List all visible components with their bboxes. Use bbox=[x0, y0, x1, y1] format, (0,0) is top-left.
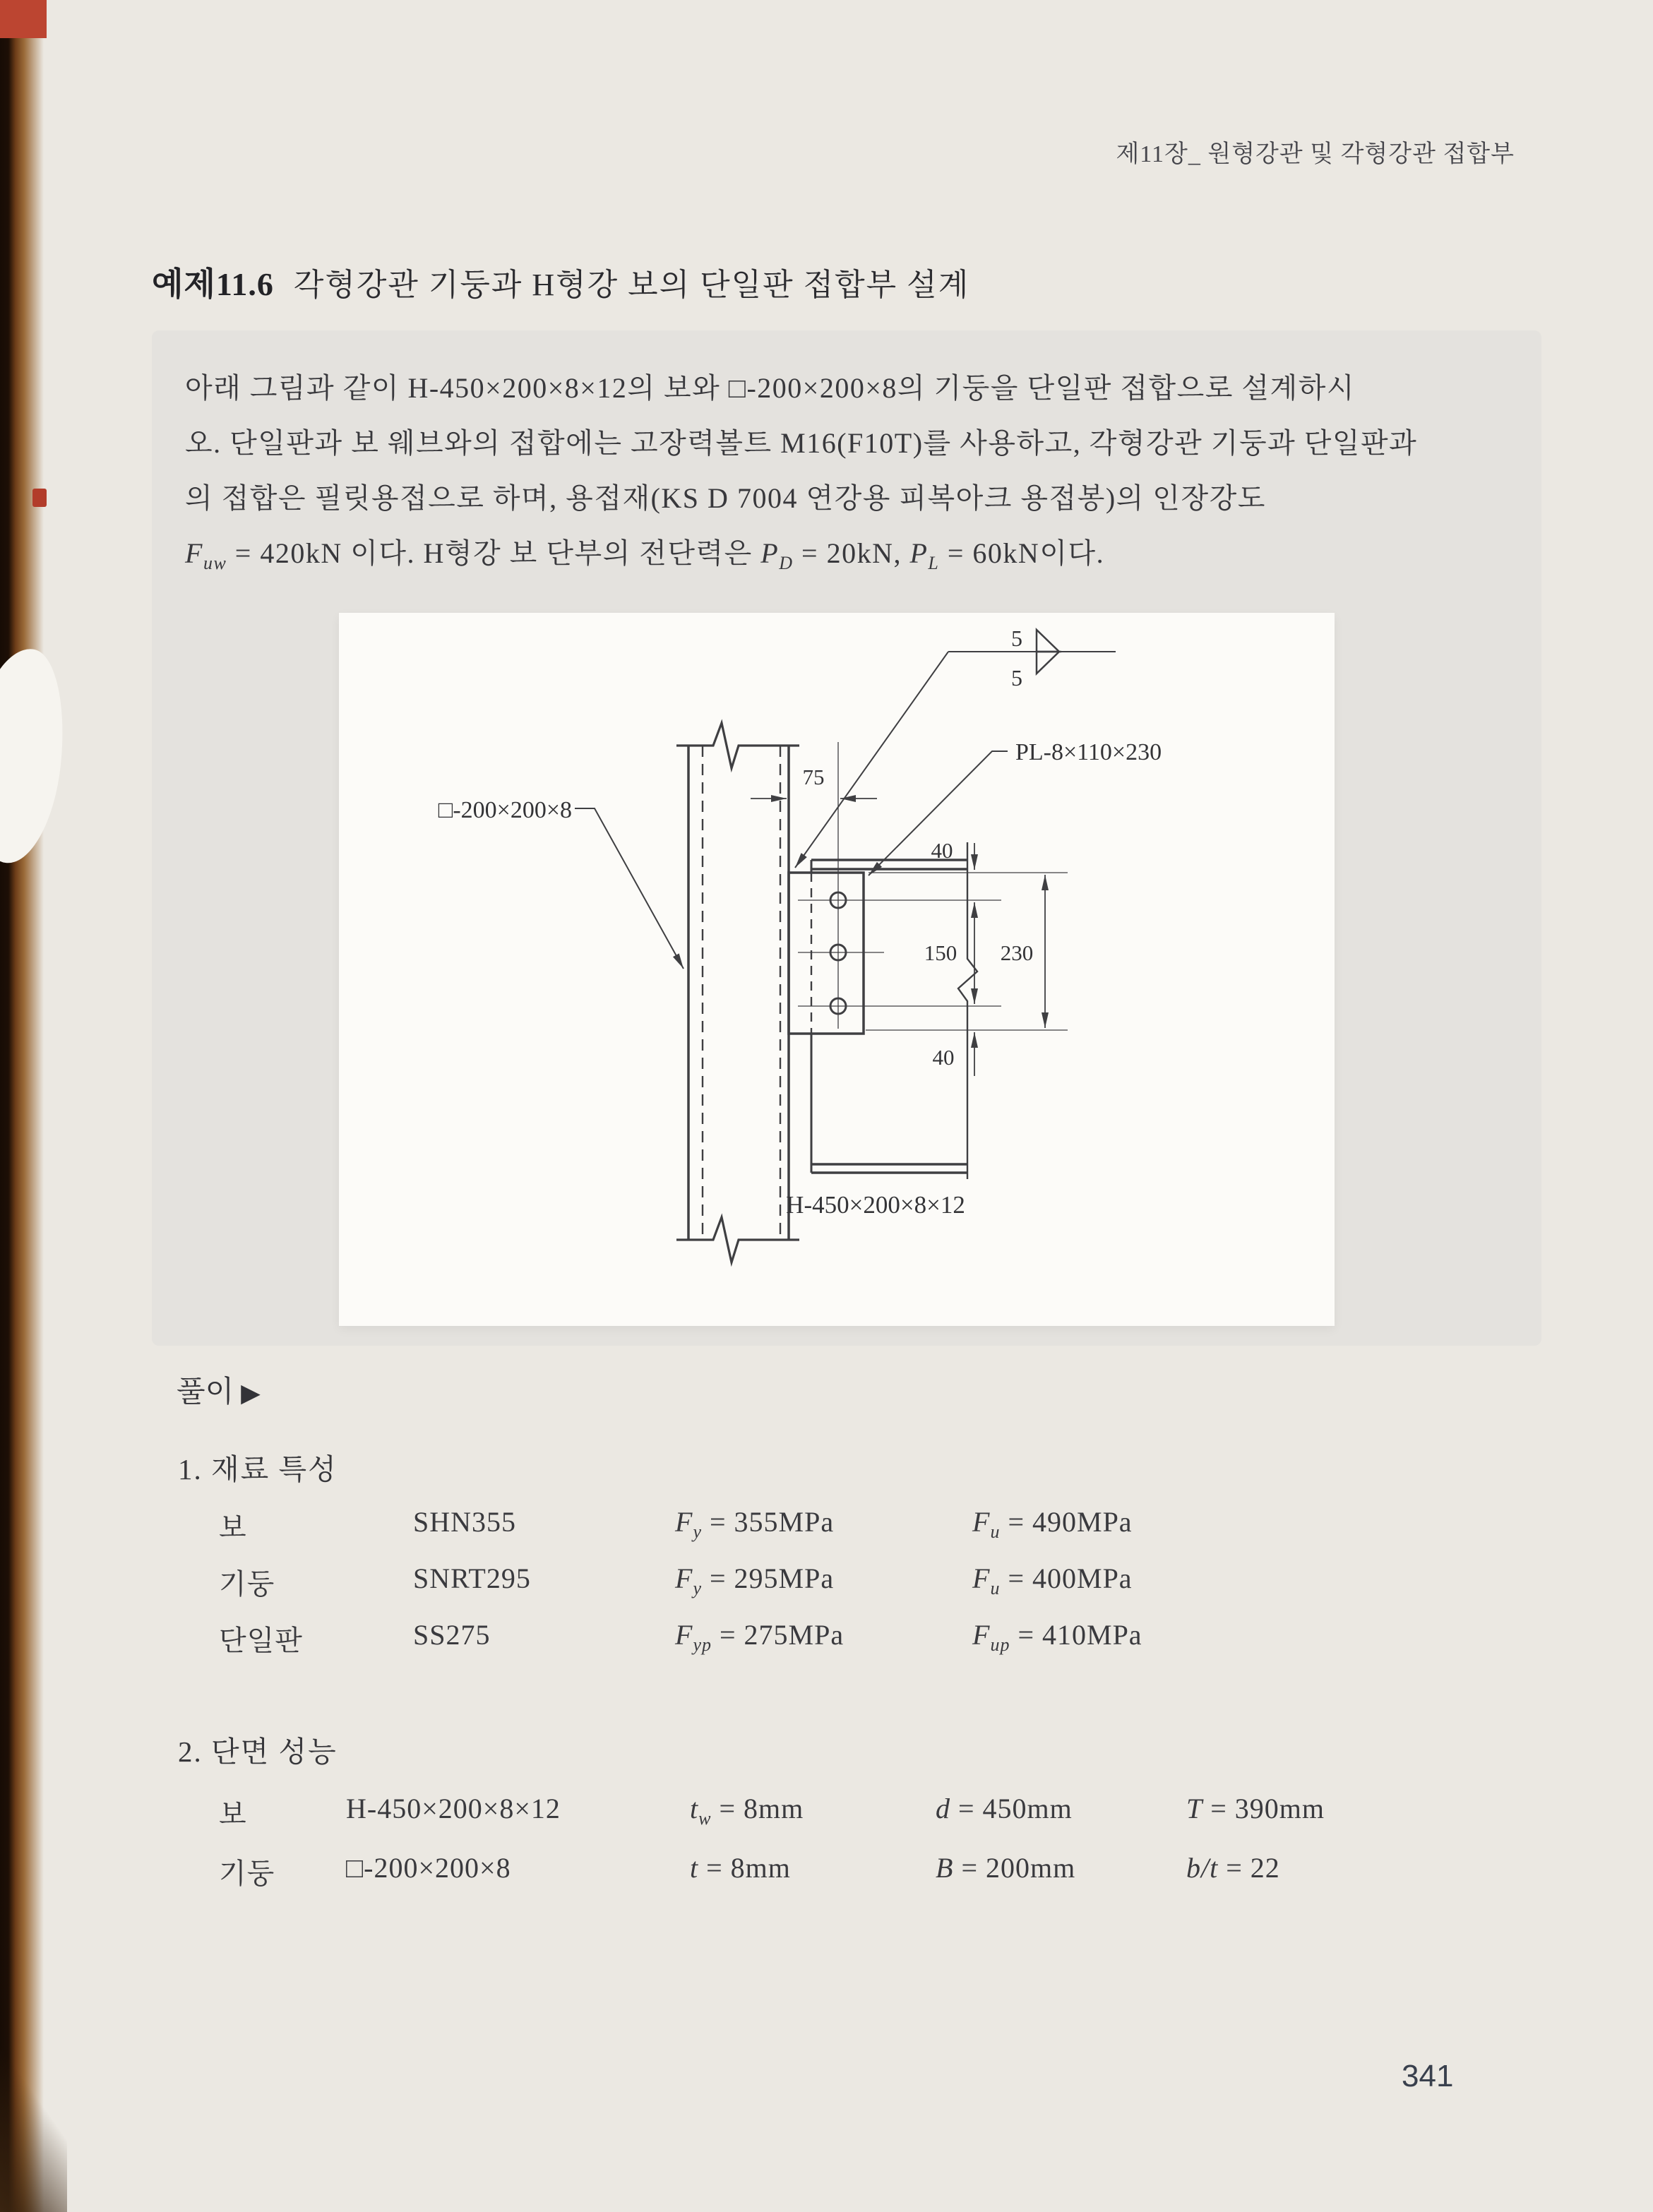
column-label-leader bbox=[575, 808, 684, 969]
fy-var: F bbox=[675, 1562, 693, 1594]
member-prop-2 bbox=[936, 1851, 1075, 1889]
var-PL-sub: L bbox=[928, 553, 940, 573]
problem-line-4-seg1: = 420kN 이다. H형강 보 단부의 전단력은 bbox=[227, 537, 761, 569]
prop-var: d bbox=[936, 1793, 950, 1824]
fu-sub: u bbox=[990, 1522, 1001, 1542]
material-fu bbox=[972, 1618, 1142, 1656]
problem-line-1: 아래 그림과 같이 H-450×200×8×12의 보와 □-200×200×8의 기둥을 단일판 접합으로 설계하시 bbox=[185, 372, 1355, 404]
prop-value: = 390mm bbox=[1203, 1793, 1325, 1824]
problem-line-4 bbox=[185, 534, 1523, 583]
fy-sub: y bbox=[693, 1578, 702, 1598]
var-Fuw: F bbox=[185, 537, 203, 569]
column-top-break bbox=[676, 723, 799, 768]
column-outline bbox=[676, 723, 799, 1262]
member-item: 보 bbox=[219, 1798, 247, 1830]
book-spine-shadow bbox=[0, 0, 44, 2212]
prop-var: t bbox=[690, 1793, 699, 1824]
weld-leader bbox=[795, 652, 948, 868]
member-prop-1 bbox=[690, 1792, 804, 1829]
plate-label: PL-8×110×230 bbox=[1015, 739, 1162, 765]
fu-value: = 410MPa bbox=[1010, 1619, 1142, 1651]
weld-size-bottom-label: 5 bbox=[1011, 665, 1022, 690]
var-PD-sub: D bbox=[779, 553, 794, 573]
problem-line-4-seg2: = 20kN, bbox=[793, 537, 910, 569]
fy-value: = 355MPa bbox=[701, 1506, 835, 1538]
prop-value: = 8mm bbox=[711, 1793, 804, 1824]
member-prop-2 bbox=[936, 1792, 1073, 1829]
bottom-left-shadow bbox=[0, 2050, 67, 2212]
page-number: 341 bbox=[1402, 2059, 1454, 2093]
fy-value: = 295MPa bbox=[701, 1562, 835, 1594]
member-prop-3 bbox=[1186, 1792, 1325, 1829]
fy-var: F bbox=[675, 1619, 693, 1651]
red-edge-mark bbox=[32, 489, 47, 507]
cover-corner bbox=[0, 0, 47, 38]
section2-title: 2. 단면 성능 bbox=[178, 1735, 338, 1768]
problem-line-2: 오. 단일판과 보 웨브와의 접합에는 고장력볼트 M16(F10T)를 사용하고, 각형강관 기둥과 단일판과 bbox=[185, 427, 1418, 459]
prop-var: t bbox=[690, 1852, 699, 1884]
dim-150-label: 150 bbox=[924, 940, 957, 965]
material-item: 보 bbox=[219, 1512, 247, 1543]
fy-var: F bbox=[675, 1506, 693, 1538]
fu-var: F bbox=[972, 1619, 991, 1651]
fillet-weld-triangle-top bbox=[1037, 630, 1059, 652]
example-title-line bbox=[152, 258, 969, 305]
material-grade: SHN355 bbox=[413, 1506, 517, 1538]
solution-label: 풀이 bbox=[177, 1376, 234, 1409]
prop-value: = 8mm bbox=[698, 1852, 791, 1884]
member-designation: □-200×200×8 bbox=[346, 1852, 511, 1884]
fy-sub: yp bbox=[693, 1634, 712, 1655]
example-number: 예제11.6 bbox=[152, 266, 274, 302]
material-item: 단일판 bbox=[219, 1625, 303, 1656]
beam-cut-break bbox=[958, 842, 977, 1179]
material-fu bbox=[972, 1505, 1133, 1543]
prop-value: = 450mm bbox=[950, 1793, 1073, 1824]
member-designation: H-450×200×8×12 bbox=[346, 1793, 561, 1824]
weld-size-top-label: 5 bbox=[1011, 626, 1022, 651]
fillet-weld-triangle-bottom bbox=[1037, 652, 1059, 674]
solution-marker-icon: ▶ bbox=[241, 1379, 261, 1408]
dim-75-label: 75 bbox=[802, 765, 825, 789]
member-item: 기둥 bbox=[219, 1858, 275, 1889]
var-PL: P bbox=[909, 537, 929, 569]
material-grade: SNRT295 bbox=[413, 1562, 531, 1594]
prop-value: = 22 bbox=[1218, 1852, 1280, 1884]
material-fy bbox=[675, 1562, 834, 1599]
fu-var: F bbox=[972, 1562, 991, 1594]
connection-detail-figure bbox=[339, 613, 1335, 1326]
fu-value: = 400MPa bbox=[1000, 1562, 1133, 1594]
fu-var: F bbox=[972, 1506, 991, 1538]
fy-sub: y bbox=[693, 1522, 702, 1542]
connection-detail-drawing bbox=[339, 613, 1335, 1326]
prop-var: T bbox=[1186, 1793, 1203, 1824]
material-grade: SS275 bbox=[413, 1619, 491, 1651]
dim-230-label: 230 bbox=[1000, 940, 1034, 965]
material-fy bbox=[675, 1505, 834, 1543]
fy-value: = 275MPa bbox=[711, 1619, 845, 1651]
fu-sub: up bbox=[990, 1634, 1010, 1655]
column-label: □-200×200×8 bbox=[438, 797, 572, 823]
problem-line-3: 의 접합은 필릿용접으로 하며, 용접재(KS D 7004 연강용 피복아크 용접봉)의 인장강도 bbox=[185, 482, 1266, 514]
member-prop-3 bbox=[1186, 1851, 1280, 1889]
prop-value: = 200mm bbox=[953, 1852, 1076, 1884]
material-fu bbox=[972, 1562, 1133, 1599]
material-item: 기둥 bbox=[219, 1568, 275, 1600]
fu-value: = 490MPa bbox=[1000, 1506, 1133, 1538]
chapter-header: 제11장_ 원형강관 및 각형강관 접합부 bbox=[1116, 141, 1515, 167]
dim-40-top-label: 40 bbox=[931, 838, 953, 863]
example-title: 각형강관 기둥과 H형강 보의 단일판 접합부 설계 bbox=[293, 268, 970, 302]
page-curl-highlight bbox=[0, 644, 73, 867]
section1-title: 1. 재료 특성 bbox=[178, 1453, 338, 1485]
prop-var: b/t bbox=[1186, 1852, 1219, 1884]
solution-heading bbox=[177, 1368, 261, 1411]
var-Fuw-sub: uw bbox=[203, 553, 227, 573]
var-PD: P bbox=[760, 537, 780, 569]
dim-40-bottom-label: 40 bbox=[932, 1045, 955, 1070]
beam-label: H-450×200×8×12 bbox=[786, 1191, 965, 1219]
problem-line-4-seg3: = 60kN이다. bbox=[939, 537, 1105, 569]
prop-sub: w bbox=[698, 1808, 712, 1829]
material-fy bbox=[675, 1618, 844, 1656]
member-prop-1 bbox=[690, 1851, 791, 1889]
prop-var: B bbox=[936, 1852, 954, 1884]
fu-sub: u bbox=[990, 1578, 1001, 1598]
